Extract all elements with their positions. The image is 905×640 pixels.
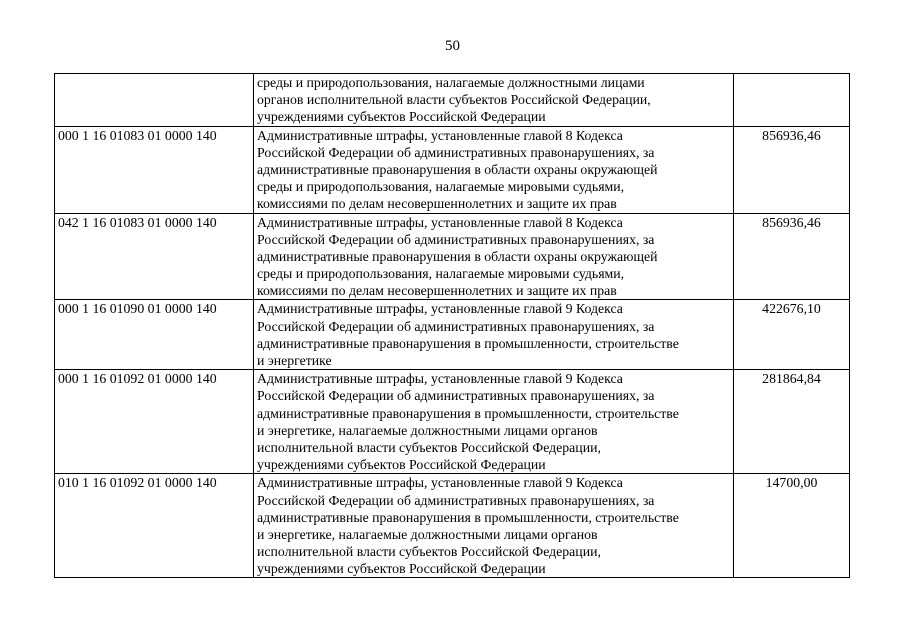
table-row (55, 126, 850, 213)
table-row (55, 300, 850, 370)
name-cell (254, 370, 734, 474)
name-line: Административные штрафы, установленные главой 9 Кодекса (257, 371, 623, 387)
name-line: Российской Федерации об административных правонарушениях, за (257, 388, 655, 404)
name-line: Административные штрафы, установленные главой 8 Кодекса (257, 214, 623, 230)
name-line: Российской Федерации об административных правонарушениях, за (257, 144, 655, 160)
name-line: административные правонарушения в области охраны окружающей (257, 248, 658, 264)
name-line: Административные штрафы, установленные главой 9 Кодекса (257, 475, 623, 491)
page-number: 50 (445, 38, 460, 54)
table-body (55, 74, 850, 578)
code-cell: 010 1 16 01092 01 0000 140 (55, 474, 254, 578)
name-line: Административные штрафы, установленные главой 9 Кодекса (257, 301, 623, 317)
name-line: Административные штрафы, установленные главой 8 Кодекса (257, 127, 623, 143)
sum-cell (734, 74, 850, 127)
name-line: органов исполнительной власти субъектов Российской Федерации, (257, 92, 651, 108)
code-cell: 000 1 16 01083 01 0000 140 (55, 126, 254, 213)
code-cell (55, 74, 254, 127)
sum-cell: 281864,84 (734, 370, 850, 474)
name-line: среды и природопользования, налагаемые должностными лицами (257, 75, 645, 90)
code-cell: 000 1 16 01090 01 0000 140 (55, 300, 254, 370)
sum-cell: 856936,46 (734, 126, 850, 213)
name-cell (254, 300, 734, 370)
name-line: исполнительной власти субъектов Российской Федерации, (257, 544, 601, 560)
budget-table (54, 73, 850, 578)
name-line: Российской Федерации об административных правонарушениях, за (257, 492, 655, 508)
name-line: и энергетике, налагаемые должностными лицами органов (257, 526, 598, 542)
name-line: учреждениями субъектов Российской Федерации (257, 457, 546, 473)
sum-cell: 856936,46 (734, 213, 850, 300)
name-line: административные правонарушения в промышленности, строительстве (257, 509, 679, 525)
table-row (55, 370, 850, 474)
sum-cell: 422676,10 (734, 300, 850, 370)
sum-cell: 14700,00 (734, 474, 850, 578)
name-line: административные правонарушения в промышленности, строительстве (257, 405, 679, 421)
name-line: Российской Федерации об административных правонарушениях, за (257, 318, 655, 334)
name-cell (254, 474, 734, 578)
name-cell (254, 74, 734, 127)
code-cell: 042 1 16 01083 01 0000 140 (55, 213, 254, 300)
table-row (55, 213, 850, 300)
name-line: комиссиями по делам несовершеннолетних и защите их прав (257, 196, 617, 212)
name-cell (254, 213, 734, 300)
name-line: учреждениями субъектов Российской Федерации (257, 561, 546, 577)
name-line: административные правонарушения в области охраны окружающей (257, 161, 658, 177)
name-line: и энергетике, налагаемые должностными лицами органов (257, 422, 598, 438)
name-line: среды и природопользования, налагаемые мировыми судьями, (257, 179, 625, 195)
code-cell: 000 1 16 01092 01 0000 140 (55, 370, 254, 474)
name-line: Российской Федерации об административных правонарушениях, за (257, 231, 655, 247)
name-line: среды и природопользования, налагаемые мировыми судьями, (257, 266, 625, 282)
name-line: исполнительной власти субъектов Российской Федерации, (257, 439, 601, 455)
name-line: и энергетике (257, 353, 332, 368)
name-line: учреждениями субъектов Российской Федерации (257, 109, 546, 125)
name-line: административные правонарушения в промышленности, строительстве (257, 335, 679, 351)
table-row (55, 74, 850, 127)
name-line: комиссиями по делам несовершеннолетних и защите их прав (257, 283, 617, 299)
table-row (55, 474, 850, 578)
name-cell (254, 126, 734, 213)
